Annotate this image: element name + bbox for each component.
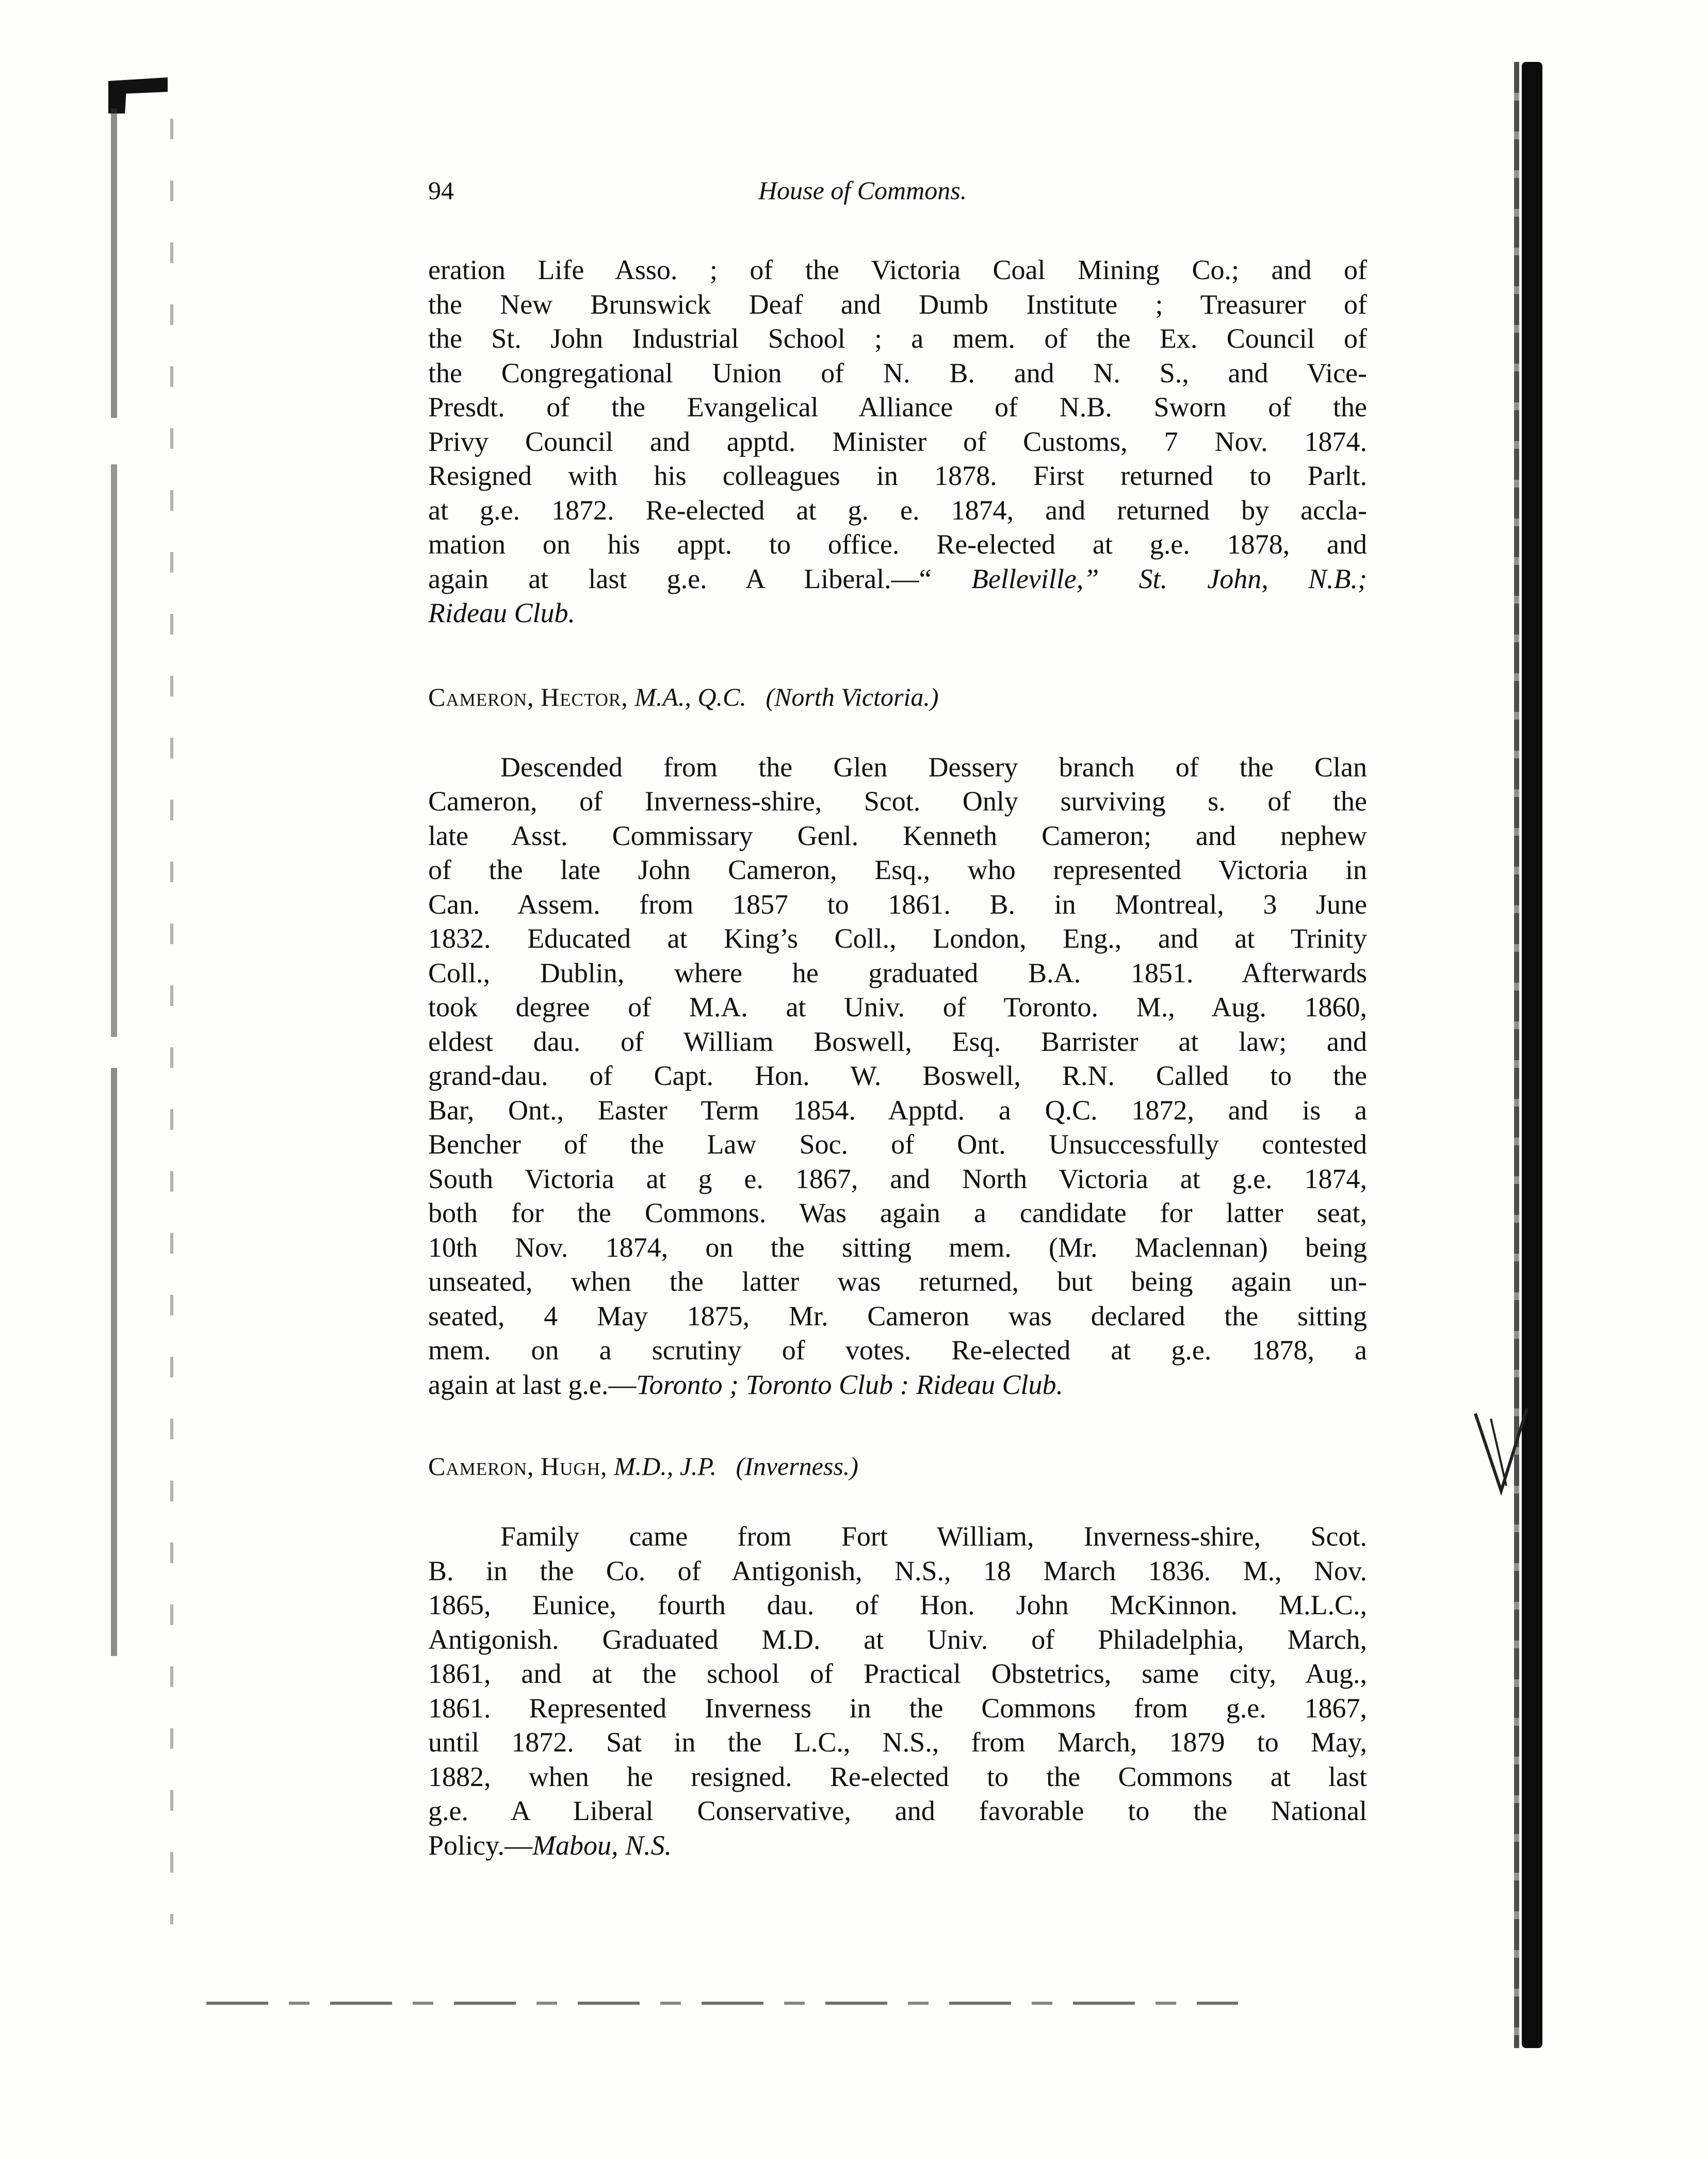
entry-body-hector-cameron: [428, 750, 1367, 1402]
text-fragment: again at last g.e. A Liberal.—“: [428, 563, 932, 594]
address-text: Belleville,” St. John, N.B.;: [971, 563, 1368, 594]
forename: Hector,: [541, 682, 628, 711]
text-line: both for the Commons. Was again a candidate for latter seat,: [428, 1197, 1367, 1228]
running-head: [428, 175, 1367, 222]
text-line: Privy Council and apptd. Minister of Customs, 7 Nov. 1874.: [428, 426, 1367, 457]
surname: Cameron,: [428, 682, 534, 711]
scan-right-border-texture: [1514, 62, 1519, 2048]
text-line: 1832. Educated at King’s Coll., London, Eng., and at Trinity: [428, 923, 1367, 954]
text-fragment: Policy.—: [428, 1829, 532, 1861]
text-line: B. in the Co. of Antigonish, N.S., 18 March 1836. M., Nov.: [428, 1555, 1367, 1586]
text-line: unseated, when the latter was returned, but being again un-: [428, 1266, 1367, 1297]
text-line: 1861, and at the school of Practical Obstetrics, same city, Aug.,: [428, 1658, 1367, 1689]
text-line: South Victoria at g e. 1867, and North Victoria at g.e. 1874,: [428, 1163, 1367, 1194]
text-line: mem. on a scrutiny of votes. Re-elected at g.e. 1878, a: [428, 1335, 1367, 1366]
text-line: at g.e. 1872. Re-elected at g. e. 1874, and returned by accla-: [428, 494, 1367, 526]
text-line: mation on his appt. to office. Re-elected at g.e. 1878, and: [428, 529, 1367, 560]
text-line: Resigned with his colleagues in 1878. First returned to Parlt.: [428, 460, 1367, 491]
text-line: Family came from Fort William, Inverness-shire, Scot.: [500, 1521, 1367, 1552]
text-line: the St. John Industrial School ; a mem. of the Ex. Council of: [428, 323, 1367, 354]
text-line: 1865, Eunice, fourth dau. of Hon. John McKinnon. M.L.C.,: [428, 1589, 1367, 1620]
text-line: Bencher of the Law Soc. of Ont. Unsuccessfully contested: [428, 1129, 1367, 1160]
text-line: until 1872. Sat in the L.C., N.S., from March, 1879 to May,: [428, 1727, 1367, 1758]
text-line: took degree of M.A. at Univ. of Toronto. M., Aug. 1860,: [428, 992, 1367, 1022]
continuation-paragraph: [428, 253, 1367, 630]
text-line: eration Life Asso. ; of the Victoria Coal Mining Co.; and of: [428, 254, 1367, 285]
text-line: Can. Assem. from 1857 to 1861. B. in Montreal, 3 June: [428, 888, 1367, 920]
text-line: [428, 1368, 1367, 1402]
club-text: Rideau Club.: [428, 597, 575, 628]
text-line: Cameron, of Inverness-shire, Scot. Only surviving s. of the: [428, 786, 1367, 817]
text-line: g.e. A Liberal Conservative, and favorable to the National: [428, 1795, 1367, 1826]
forename: Hugh,: [541, 1452, 608, 1481]
text-line: 1861. Represented Inverness in the Commons from g.e. 1867,: [428, 1692, 1367, 1724]
address-text: Mabou, N.S.: [532, 1829, 672, 1861]
scan-bottom-rule: [206, 2002, 1238, 2005]
constituency: (North Victoria.): [766, 682, 939, 711]
degrees: M.A., Q.C.: [635, 682, 746, 711]
text-line: 1882, when he resigned. Re-elected to the Commons at last: [428, 1761, 1367, 1792]
text-column: [428, 175, 1367, 1862]
page-number: 94: [428, 176, 454, 205]
constituency: (Inverness.): [736, 1452, 858, 1481]
entry-body-hugh-cameron: [428, 1519, 1367, 1862]
text-line: the New Brunswick Deaf and Dumb Institute ; Treasurer of: [428, 288, 1367, 320]
entry-heading-hugh-cameron: [428, 1449, 1367, 1483]
scan-right-border: [1522, 62, 1542, 2048]
scan-left-ticks: [170, 119, 173, 1924]
text-line: the Congregational Union of N. B. and N. S., and Vice-: [428, 357, 1367, 388]
scan-edge-mark: [108, 77, 168, 113]
text-line: Antigonish. Graduated M.D. at Univ. of Philadelphia, March,: [428, 1624, 1367, 1655]
text-line: Coll., Dublin, where he graduated B.A. 1851. Afterwards: [428, 957, 1367, 988]
text-line: Bar, Ont., Easter Term 1854. Apptd. a Q.C. 1872, and is a: [428, 1094, 1367, 1126]
degrees: M.D., J.P.: [613, 1452, 717, 1481]
text-line: of the late John Cameron, Esq., who represented Victoria in: [428, 854, 1367, 885]
scan-left-border: [111, 108, 117, 1656]
text-fragment: again at last g.e.—: [428, 1369, 637, 1400]
text-line: grand-dau. of Capt. Hon. W. Boswell, R.N. Called to the: [428, 1060, 1367, 1091]
address-text: Toronto ; Toronto Club : Rideau Club.: [636, 1369, 1064, 1400]
entry-heading-hector-cameron: [428, 680, 1367, 714]
text-line: [428, 562, 1367, 596]
surname: Cameron,: [428, 1452, 534, 1481]
text-line: eldest dau. of William Boswell, Esq. Barrister at law; and: [428, 1026, 1367, 1057]
text-line: late Asst. Commissary Genl. Kenneth Cameron; and nephew: [428, 820, 1367, 851]
text-line: Descended from the Glen Dessery branch of the Clan: [500, 751, 1367, 783]
text-line: 10th Nov. 1874, on the sitting mem. (Mr. Maclennan) being: [428, 1231, 1367, 1263]
text-line: Presdt. of the Evangelical Alliance of N.B. Sworn of the: [428, 392, 1367, 423]
text-line: seated, 4 May 1875, Mr. Cameron was declared the sitting: [428, 1300, 1367, 1332]
running-title: House of Commons.: [758, 176, 967, 205]
pencil-check-mark: [1470, 1403, 1532, 1496]
text-line: [428, 1828, 1367, 1863]
